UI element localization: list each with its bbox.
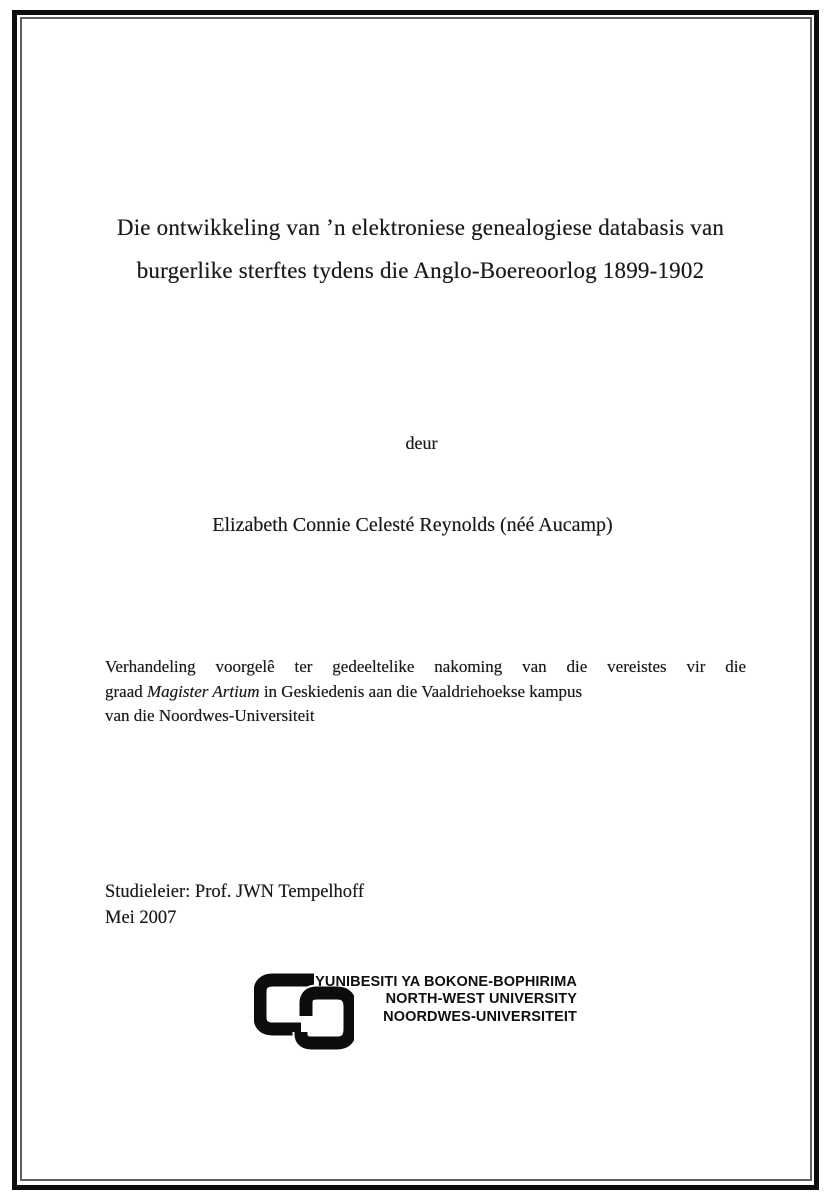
title-line-2: burgerlike sterftes tydens die Anglo-Boereoorlog 1899-1902 <box>136 258 705 283</box>
degree-name: Magister Artium <box>147 681 260 701</box>
submission-line-2 <box>105 680 746 705</box>
imprint-block <box>105 880 364 931</box>
submission-statement <box>105 655 746 729</box>
nwu-logo-line-setswana: YUNIBESITI YA BOKONE-BOPHIRIMA <box>315 974 577 990</box>
title-line-1: Die ontwikkeling van ’n elektroniese genealogiese databasis van <box>116 215 725 240</box>
date-line: Mei 2007 <box>105 907 177 928</box>
nwu-logo-line-english: NORTH-WEST UNIVERSITY <box>385 991 577 1008</box>
nwu-logo-wordmark <box>315 974 577 1026</box>
author-name: Elizabeth Connie Celesté Reynolds (néé Aucamp) <box>212 514 613 536</box>
submission-line-3: van die Noordwes-Universiteit <box>105 706 315 726</box>
byline-label: deur <box>405 433 438 453</box>
supervisor-line: Studieleier: Prof. JWN Tempelhoff <box>105 882 365 902</box>
thesis-title <box>30 206 811 292</box>
submission-line-2-before: graad <box>105 681 148 701</box>
nwu-logo-line-afrikaans: NOORDWES-UNIVERSITEIT <box>383 1008 577 1025</box>
submission-line-2-after: in Geskiedenis aan die Vaaldriehoekse kampus <box>259 681 583 701</box>
submission-line-1: Verhandeling voorgelê ter gedeeltelike nakoming van die vereistes vir die <box>105 657 746 676</box>
